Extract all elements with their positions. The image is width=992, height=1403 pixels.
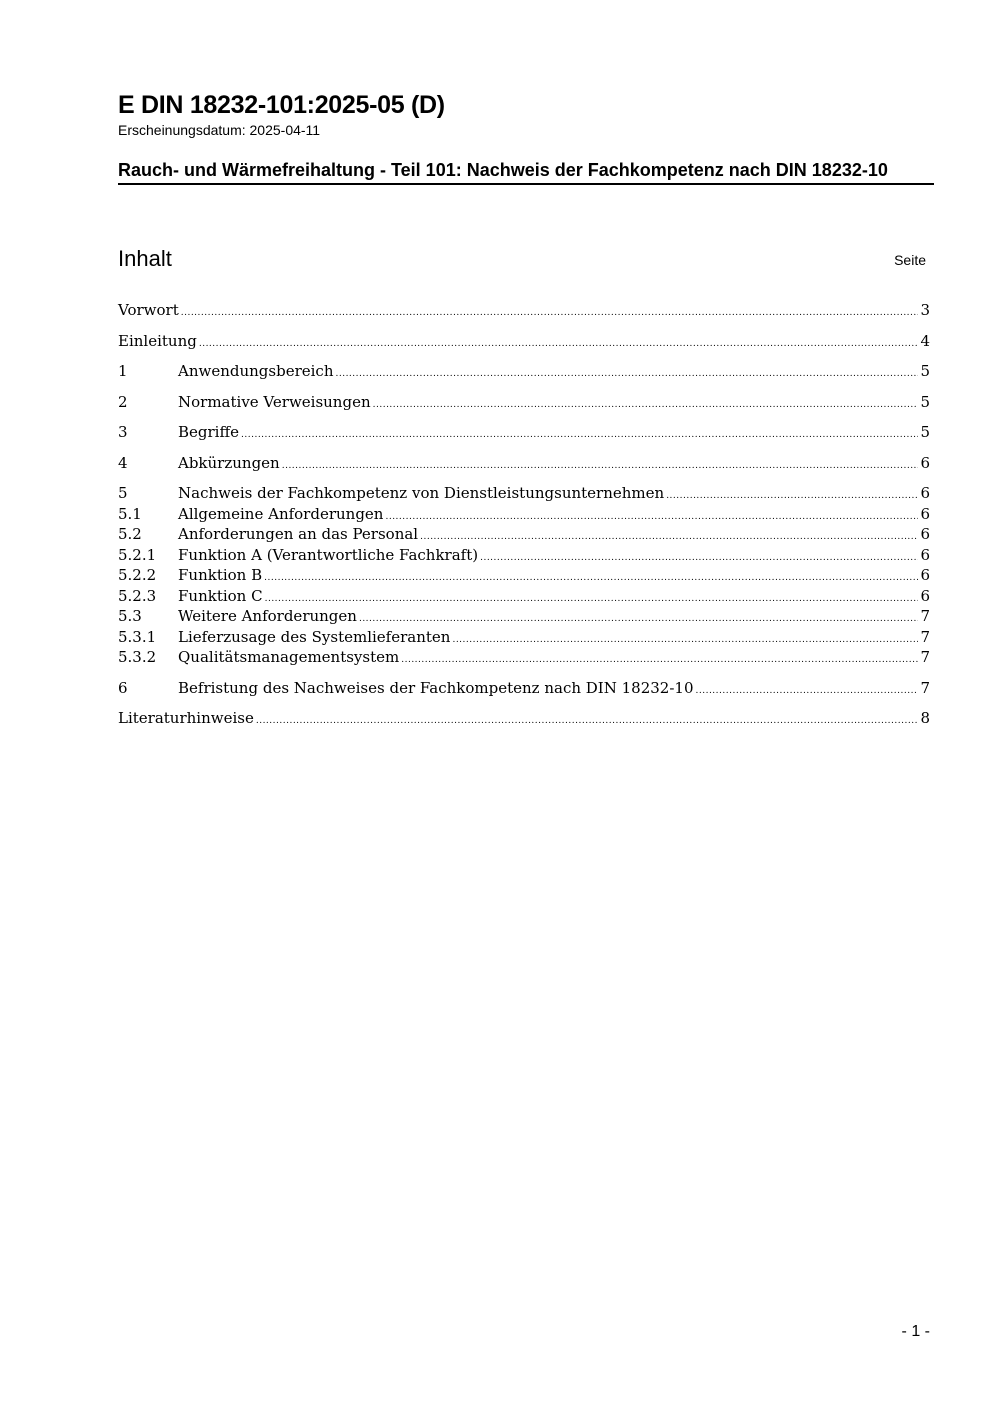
toc-entry-label: Literaturhinweise	[118, 709, 254, 727]
contents-heading-row	[118, 245, 926, 273]
toc-entry-5-3-1[interactable]	[118, 627, 930, 648]
toc-entry-number: 5.3.1	[118, 627, 157, 646]
toc-leader-dots	[256, 711, 919, 732]
toc-entry-label: Weitere Anforderungen	[178, 607, 357, 625]
toc-leader-dots	[282, 456, 919, 477]
toc-entry-page: 8	[920, 709, 930, 727]
toc-entry-5-2-3[interactable]	[118, 586, 930, 607]
toc-entry-vorwort[interactable]	[118, 300, 930, 321]
toc-entry-label: Befristung des Nachweises der Fachkompetenz nach DIN 18232-10	[178, 678, 694, 697]
toc-entry-page: 7	[920, 607, 930, 625]
toc-entry-5-2-2[interactable]	[118, 565, 930, 586]
toc-entry-label: Begriffe	[178, 423, 240, 441]
toc-entry-4[interactable]	[118, 453, 930, 474]
toc-leader-dots	[373, 395, 919, 416]
table-of-contents	[118, 300, 930, 729]
toc-entry-3[interactable]	[118, 422, 930, 443]
page-column-label: Seite	[894, 252, 926, 268]
toc-entry-number: 1	[118, 362, 128, 380]
toc-entry-page: 5	[920, 392, 930, 411]
toc-entry-page: 6	[920, 484, 930, 502]
toc-entry-page: 6	[920, 504, 930, 523]
toc-entry-5-1[interactable]	[118, 504, 930, 525]
toc-leader-dots	[696, 681, 919, 702]
document-header	[118, 90, 934, 185]
toc-entry-label: Qualitätsmanagementsystem	[178, 648, 400, 666]
toc-entry-number: 5	[118, 484, 128, 502]
toc-leader-dots	[666, 486, 918, 507]
toc-entry-label: Einleitung	[118, 331, 197, 350]
toc-entry-number: 5.3	[118, 607, 142, 625]
toc-entry-1[interactable]	[118, 361, 930, 382]
toc-entry-page: 6	[920, 586, 930, 605]
toc-entry-number: 5.2.2	[118, 566, 157, 584]
toc-entry-literaturhinweise[interactable]	[118, 708, 930, 729]
toc-entry-label: Funktion B	[178, 566, 263, 584]
toc-entry-label: Lieferzusage des Systemlieferanten	[178, 627, 451, 646]
toc-entry-page: 4	[920, 331, 930, 350]
toc-leader-dots	[241, 425, 918, 446]
toc-leader-dots	[385, 507, 918, 528]
toc-entry-2[interactable]	[118, 392, 930, 413]
page-number: - 1 -	[901, 1323, 930, 1340]
toc-leader-dots	[181, 303, 919, 324]
toc-leader-dots	[452, 630, 918, 651]
toc-entry-page: 6	[920, 525, 930, 543]
toc-leader-dots	[264, 568, 918, 589]
toc-entry-einleitung[interactable]	[118, 331, 930, 352]
toc-entry-label: Nachweis der Fachkompetenz von Dienstleistungsunternehmen	[178, 484, 665, 502]
toc-entry-page: 7	[920, 648, 930, 666]
toc-entry-label: Funktion A (Verantwortliche Fachkraft)	[178, 545, 479, 564]
toc-leader-dots	[420, 527, 918, 548]
toc-entry-label: Normative Verweisungen	[178, 392, 371, 411]
toc-entry-number: 6	[118, 678, 128, 697]
toc-entry-number: 5.2.3	[118, 586, 157, 605]
toc-entry-number: 4	[118, 453, 128, 472]
toc-leader-dots	[335, 364, 918, 385]
toc-entry-label: Allgemeine Anforderungen	[178, 504, 384, 523]
toc-entry-label: Anwendungsbereich	[178, 362, 334, 380]
toc-entry-number: 5.1	[118, 504, 142, 523]
toc-entry-5-2[interactable]	[118, 524, 930, 545]
toc-entry-5-3-2[interactable]	[118, 647, 930, 668]
toc-entry-6[interactable]	[118, 678, 930, 699]
document-id: E DIN 18232-101:2025-05 (D)	[118, 91, 445, 119]
toc-entry-label: Vorwort	[118, 301, 179, 319]
toc-entry-number: 5.3.2	[118, 648, 157, 666]
toc-entry-page: 6	[920, 453, 930, 472]
toc-entry-label: Anforderungen an das Personal	[178, 525, 419, 543]
toc-entry-label: Funktion C	[178, 586, 263, 605]
toc-entry-page: 7	[920, 627, 930, 646]
toc-leader-dots	[401, 650, 918, 671]
toc-entry-5[interactable]	[118, 483, 930, 504]
publication-date: Erscheinungsdatum: 2025-04-11	[118, 122, 321, 138]
document-title: Rauch- und Wärmefreihaltung - Teil 101: Nachweis der Fachkompetenz nach DIN 18232-10	[118, 159, 934, 185]
toc-leader-dots	[265, 589, 919, 610]
toc-entry-page: 5	[920, 423, 930, 441]
toc-entry-5-3[interactable]	[118, 606, 930, 627]
toc-entry-number: 3	[118, 423, 128, 441]
toc-entry-page: 6	[920, 545, 930, 564]
toc-entry-5-2-1[interactable]	[118, 545, 930, 566]
toc-entry-number: 5.2.1	[118, 545, 157, 564]
toc-leader-dots	[480, 548, 918, 569]
toc-entry-page: 5	[920, 362, 930, 380]
toc-leader-dots	[199, 334, 919, 355]
toc-entry-number: 5.2	[118, 525, 142, 543]
toc-entry-page: 3	[920, 301, 930, 319]
toc-entry-page: 7	[920, 678, 930, 697]
toc-entry-page: 6	[920, 566, 930, 584]
toc-entry-label: Abkürzungen	[178, 453, 280, 472]
contents-title: Inhalt	[118, 246, 172, 271]
toc-entry-number: 2	[118, 392, 128, 411]
